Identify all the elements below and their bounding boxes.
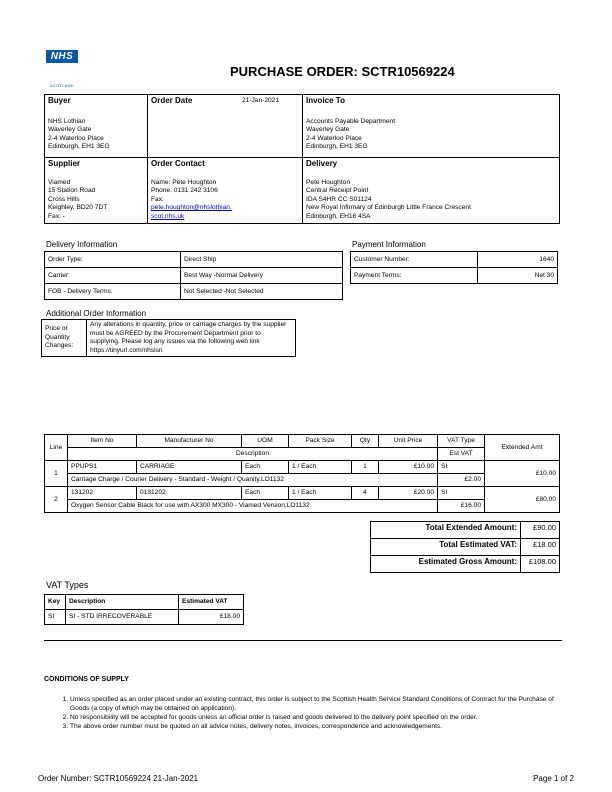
vat-types-heading: VAT Types: [46, 580, 89, 590]
unit-price: £10.00: [379, 461, 438, 474]
conditions-heading: CONDITIONS OF SUPPLY: [44, 676, 129, 683]
payment-info-value: 1640: [478, 252, 558, 268]
invoice-to-cell: [303, 95, 560, 158]
header-grid: [44, 94, 560, 224]
delivery-info-row: [45, 268, 343, 284]
order-contact-cell: [148, 158, 303, 224]
col-uom-header: UOM: [242, 435, 289, 448]
gross-amount-label: Estimated Gross Amount:: [371, 556, 521, 573]
buyer-line: Waverley Gate: [48, 126, 92, 133]
delivery-line: Pete Houghton: [306, 178, 350, 186]
buyer-line: NHS Lothian: [48, 117, 86, 125]
buyer-line: 2-4 Waterloo Place: [48, 134, 104, 142]
invoice-to-heading: Invoice To: [306, 96, 345, 105]
order-contact-heading: Order Contact: [151, 159, 205, 168]
contact-email-link[interactable]: pete.houghton@nhslothian.: [151, 204, 232, 211]
vat-types-table: [44, 594, 244, 625]
total-vat-label: Total Estimated VAT:: [371, 539, 521, 556]
supplier-line: 15 Station Road: [48, 187, 96, 194]
invoice-line: 2-4 Waterloo Place: [306, 134, 362, 142]
line-number: 1: [45, 461, 68, 487]
col-line-header: Line: [45, 435, 68, 461]
pack-size: 1 / Each: [289, 487, 352, 500]
additional-info-text: Any alterations in quantity, price or carriage charges by the supplier must be AGREED by the Procurement Department prior to supplying. Please log any issues via the following web link https://tinyurl.com/nhslsn: [87, 320, 296, 357]
vat-description-header: Description: [66, 595, 179, 610]
buyer-cell: [45, 95, 148, 158]
col-unit-price-header: Unit Price: [379, 435, 438, 448]
buyer-line: Edinburgh, EH1 3EG: [48, 143, 110, 150]
col-vat-type-header: VAT Type: [438, 435, 485, 448]
table-row: [45, 461, 560, 474]
table-row: [45, 610, 244, 625]
payment-info-row: [351, 268, 558, 284]
vat-type: SI: [438, 487, 485, 500]
order-date-value: 21-Jan-2021: [241, 97, 279, 104]
contact-fax: Fax:: [151, 195, 164, 203]
additional-info-table: [41, 319, 296, 357]
col-item-no-header: Item No: [68, 435, 137, 448]
uom: Each: [242, 487, 289, 500]
total-extended-row: [371, 522, 560, 539]
item-no: PPUPS1: [68, 461, 137, 474]
delivery-line: Edinburgh, EH16 4SA: [306, 212, 371, 220]
supplier-line: Cross Hills: [48, 195, 80, 203]
est-vat: £16.00: [438, 500, 485, 513]
table-row-description: [45, 500, 560, 513]
logo-scotland-text: SCOTLAND: [49, 83, 75, 88]
vat-description: SI - STD IRRECOVERABLE: [66, 610, 179, 625]
col-description-header: Description: [68, 448, 438, 461]
document-title: PURCHASE ORDER: SCTR10569224: [230, 64, 455, 79]
condition-item: 1. Unless specified as an order placed under an existing contract, this order is subject to the Scottish Health Service Standard Conditions of Contract for the Purchase of Goods (a copy of which may be obtained on application).: [70, 695, 560, 713]
supplier-heading: Supplier: [48, 159, 81, 168]
contact-email-link-continued[interactable]: scot.nhs.uk: [151, 212, 185, 220]
total-vat-value: £18.00: [521, 539, 560, 556]
col-qty-header: Qty: [352, 435, 379, 448]
delivery-info-row: [45, 252, 343, 268]
delivery-line: New Royal Infirmary of Edinburgh Little France Crescent: [306, 204, 471, 211]
supplier-cell: [45, 158, 148, 224]
payment-info-heading: Payment Information: [352, 240, 426, 249]
invoice-line: Waverley Gate: [306, 126, 350, 133]
unit-price: £20.00: [379, 487, 438, 500]
col-extended-amt-header: Extended Amt: [485, 435, 560, 461]
vat-estimated-header: Estimated VAT: [179, 595, 244, 610]
delivery-info-value: Direct Ship: [181, 252, 343, 268]
footer-order-number: Order Number: SCTR10569224 21-Jan-2021: [38, 774, 199, 783]
est-vat: £2.00: [438, 474, 485, 487]
extended-amount: £10.00: [485, 461, 560, 487]
vat-key-header: Key: [45, 595, 66, 610]
delivery-line: Central Receipt Point: [306, 187, 369, 194]
item-no: 131202: [68, 487, 137, 500]
vat-type: SI: [438, 461, 485, 474]
delivery-info-table: [44, 251, 343, 300]
pack-size: 1 / Each: [289, 461, 352, 474]
contact-name: Name: Pete Houghton: [151, 178, 217, 186]
manufacturer-no: 0131202: [137, 487, 242, 500]
total-extended-label: Total Extended Amount:: [371, 522, 521, 539]
order-date-cell: [148, 95, 303, 158]
extended-amount: £80.00: [485, 487, 560, 513]
order-date-heading: Order Date: [151, 96, 193, 105]
col-est-vat-header: Est VAT: [438, 448, 485, 461]
supplier-line: Fax: -: [48, 212, 65, 220]
delivery-info-value: Not Selected -Not Selected: [181, 284, 343, 300]
totals-table: [370, 521, 560, 573]
gross-amount-value: £108.00: [521, 556, 560, 573]
invoice-line: Edinburgh, EH1 3EG: [306, 143, 368, 150]
total-extended-value: £90.00: [521, 522, 560, 539]
divider: [44, 640, 562, 641]
supplier-line: Keighley, BD20 7DT: [48, 204, 108, 211]
gross-amount-row: [371, 556, 560, 573]
invoice-line: Accounts Payable Department: [306, 117, 396, 125]
additional-info-heading: Additional Order Information: [46, 309, 147, 318]
condition-item: 2. No responsibility will be accepted for goods unless an official order is raised and goods delivered to the delivery point specified on the order.: [70, 713, 560, 722]
line-items-table: [44, 434, 560, 513]
logo-nhs-text: NHS: [46, 50, 78, 63]
uom: Each: [242, 461, 289, 474]
contact-phone: Phone: 0131 242 3106: [151, 187, 218, 194]
line-number: 2: [45, 487, 68, 513]
item-description: Oxygen Sensor Cable Black for use with AX300 MX300 - Viamed Version,LO1132: [68, 500, 438, 513]
item-description: Carriage Charge / Courier Delivery - Standard - Weight / Quanity,LO1132: [68, 474, 438, 487]
col-manufacturer-no-header: Manufacturer No: [137, 435, 242, 448]
delivery-info-label: FOB - Delivery Terms:: [45, 284, 181, 300]
payment-info-label: Customer Number:: [351, 252, 478, 268]
delivery-info-label: Order Type:: [45, 252, 181, 268]
delivery-line: IDA S4HR CC S01124: [306, 195, 372, 203]
payment-info-table: [350, 251, 558, 284]
supplier-line: Viamed: [48, 178, 71, 186]
table-row: [45, 487, 560, 500]
qty: 1: [352, 461, 379, 474]
delivery-heading: Delivery: [306, 159, 338, 168]
vat-estimated: £18.00: [179, 610, 244, 625]
delivery-info-heading: Delivery Information: [46, 240, 118, 249]
delivery-info-row: [45, 284, 343, 300]
total-vat-row: [371, 539, 560, 556]
vat-key: SI: [45, 610, 66, 625]
delivery-cell: [303, 158, 560, 224]
buyer-heading: Buyer: [48, 96, 71, 105]
manufacturer-no: CARRIAGE: [137, 461, 242, 474]
delivery-info-value: Best Way -Normal Delivery: [181, 268, 343, 284]
nhs-scotland-logo: [46, 50, 78, 88]
payment-info-row: [351, 252, 558, 268]
delivery-info-label: Carrier:: [45, 268, 181, 284]
condition-item: 3. The above order number must be quoted on all advice notes, delivery notes, invoices, correspondence and acknowledgements.: [70, 722, 560, 731]
table-row-description: [45, 474, 560, 487]
conditions-list: [60, 695, 560, 731]
payment-info-value: Net 30: [478, 268, 558, 284]
qty: 4: [352, 487, 379, 500]
footer-page-number: Page 1 of 2: [533, 774, 574, 783]
payment-info-label: Payment Terms:: [351, 268, 478, 284]
col-pack-size-header: Pack Size: [289, 435, 352, 448]
price-quantity-label: Price or Quantity Changes:: [42, 320, 87, 357]
